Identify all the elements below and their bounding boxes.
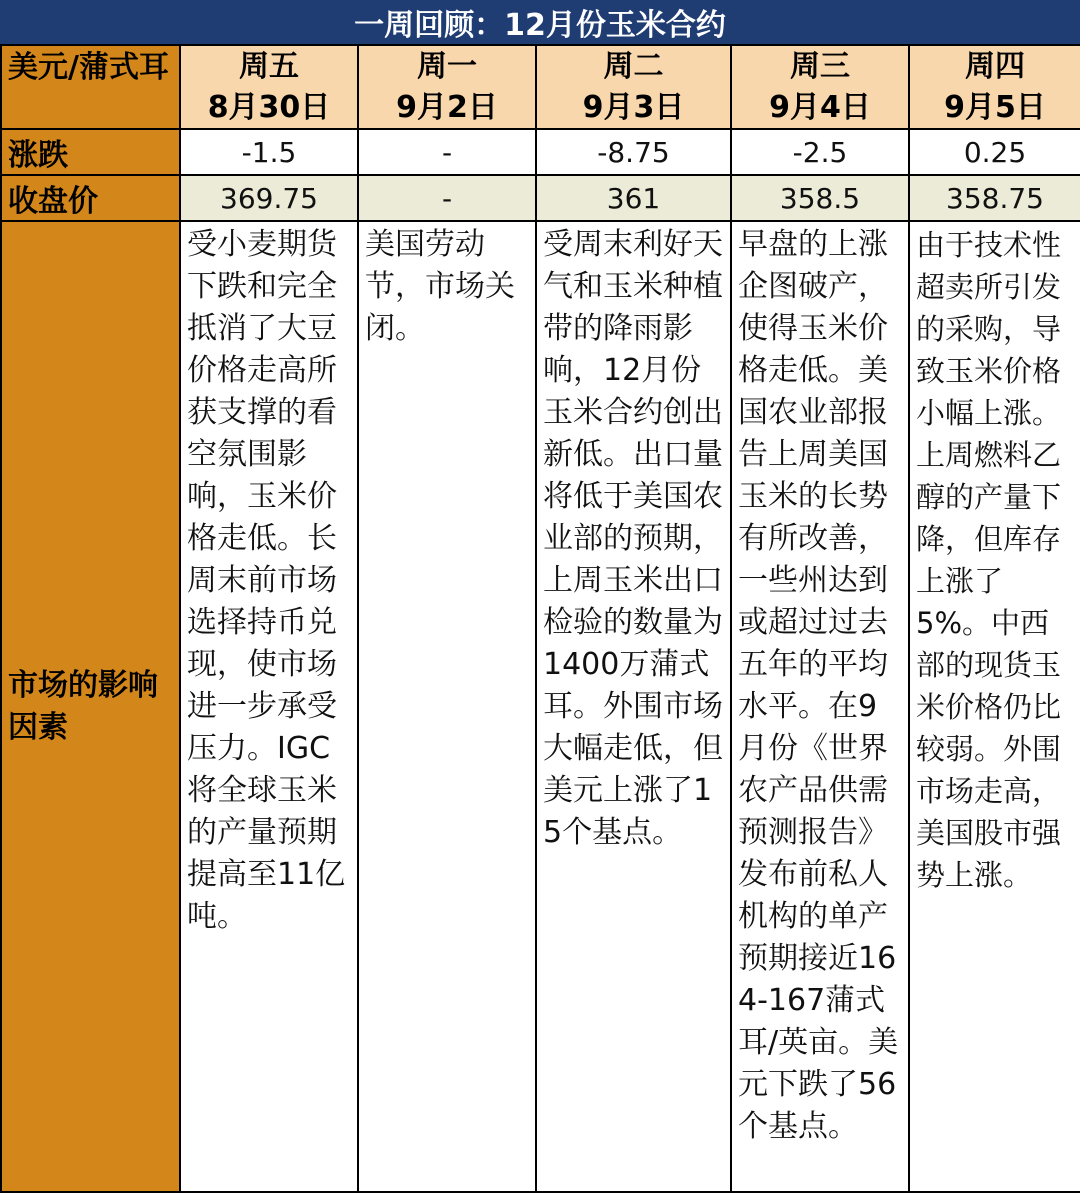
date-label: 8月30日 xyxy=(207,90,331,125)
weekday-label: 周五 xyxy=(239,49,299,84)
day-header xyxy=(909,45,1080,129)
change-row xyxy=(1,129,1080,175)
weekday-label: 周二 xyxy=(603,49,664,84)
date-label: 9月4日 xyxy=(769,90,871,125)
close-value: 361 xyxy=(536,175,731,221)
factor-text: 受小麦期货下跌和完全抵消了大豆价格走高所获支撑的看空氛围影响，玉米价格走低。长周末前市场选择持币兑现，使市场进一步承受压力。IGC将全球玉米的产量预期提高至11亿吨。 xyxy=(180,221,358,1192)
unit-label: 美元/蒲式耳 xyxy=(1,45,180,129)
factors-label: 市场的影响因素 xyxy=(1,221,180,1192)
day-header xyxy=(358,45,536,129)
close-value: 358.5 xyxy=(731,175,909,221)
close-value: - xyxy=(358,175,536,221)
table-title: 一周回顾：12月份玉米合约 xyxy=(0,0,1080,44)
change-value: -1.5 xyxy=(180,129,358,175)
day-header xyxy=(180,45,358,129)
close-value: 358.75 xyxy=(909,175,1080,221)
day-header xyxy=(536,45,731,129)
change-value: -8.75 xyxy=(536,129,731,175)
weekday-label: 周四 xyxy=(965,49,1025,84)
weekday-label: 周三 xyxy=(790,49,850,84)
change-value: - xyxy=(358,129,536,175)
close-label: 收盘价 xyxy=(1,175,180,221)
date-label: 9月5日 xyxy=(944,90,1046,125)
date-label: 9月2日 xyxy=(396,90,498,125)
day-header xyxy=(731,45,909,129)
date-label: 9月3日 xyxy=(582,90,685,125)
factor-text: 早盘的上涨企图破产，使得玉米价格走低。美国农业部报告上周美国玉米的长势有所改善，一些州达到或超过过去五年的平均水平。在9月份《世界农产品供需预测报告》发布前私人机构的单产预期接近164-167蒲式耳/英亩。美元下跌了56个基点。 xyxy=(731,221,909,1192)
weekday-label: 周一 xyxy=(417,49,477,84)
change-label: 涨跌 xyxy=(1,129,180,175)
change-value: -2.5 xyxy=(731,129,909,175)
factor-text: 美国劳动节，市场关闭。 xyxy=(358,221,536,1192)
factors-row xyxy=(1,221,1080,1192)
close-row xyxy=(1,175,1080,221)
weekly-review-table xyxy=(0,44,1080,1193)
factor-text: 由于技术性超卖所引发的采购，导致玉米价格小幅上涨。上周燃料乙醇的产量下降，但库存上涨了5%。中西部的现货玉米价格仍比较弱。外围市场走高，美国股市强势上涨。 xyxy=(909,221,1080,1192)
close-value: 369.75 xyxy=(180,175,358,221)
change-value: 0.25 xyxy=(909,129,1080,175)
header-row xyxy=(1,45,1080,129)
factor-text: 受周末利好天气和玉米种植带的降雨影响，12月份玉米合约创出新低。出口量将低于美国农业部的预期，上周玉米出口检验的数量为1400万蒲式耳。外围市场大幅走低，但美元上涨了15个基点。 xyxy=(536,221,731,1192)
